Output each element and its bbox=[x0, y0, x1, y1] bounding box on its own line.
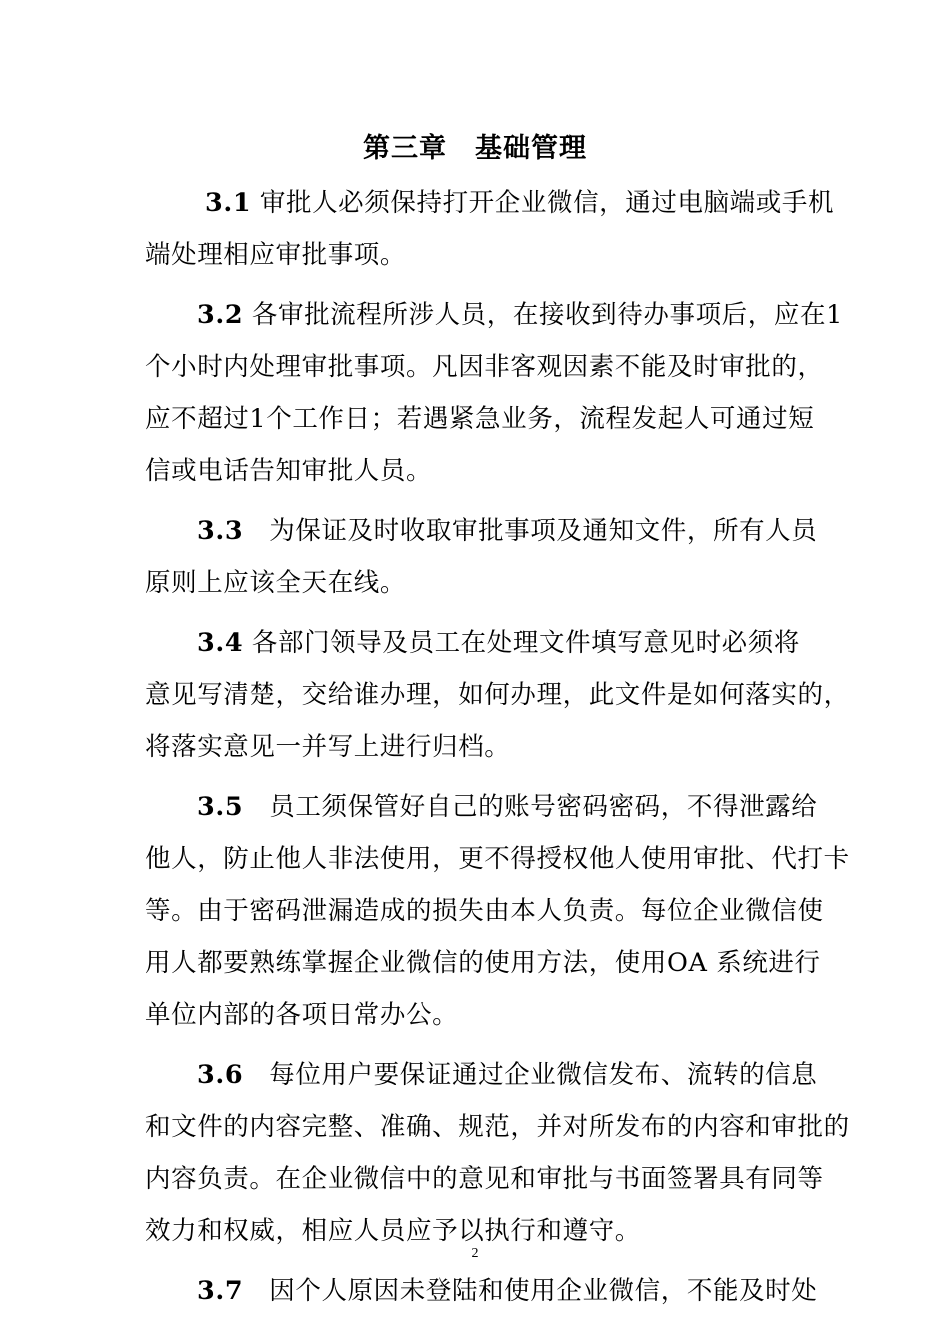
text-line bbox=[145, 617, 805, 669]
text-line bbox=[145, 557, 805, 609]
text-line bbox=[145, 505, 818, 557]
line-text: 和文件的内容完整、准确、规范，并对所发布的内容和审批的 bbox=[145, 1112, 850, 1142]
text-line bbox=[145, 885, 824, 937]
section-number: 3.6 bbox=[197, 1060, 244, 1090]
text-line bbox=[145, 989, 805, 1041]
text-line bbox=[145, 1153, 824, 1205]
text-line bbox=[145, 669, 850, 721]
body-text bbox=[145, 177, 850, 1317]
line-text: 效力和权威，相应人员应予以执行和遵守。 bbox=[145, 1216, 641, 1246]
line-text: 为保证及时收取审批事项及通知文件，所有人员 bbox=[243, 516, 818, 546]
line-text: 员工须保管好自己的账号密码密码，不得泄露给 bbox=[243, 792, 818, 822]
line-text: 将落实意见一并写上进行归档。 bbox=[145, 732, 511, 762]
text-line bbox=[145, 721, 805, 773]
text-line bbox=[145, 177, 835, 229]
section-number: 3.3 bbox=[197, 516, 244, 546]
line-text: 各部门领导及员工在处理文件填写意见时必须将 bbox=[243, 628, 800, 658]
line-text: 每位用户要保证通过企业微信发布、流转的信息 bbox=[243, 1060, 818, 1090]
section-number: 3.4 bbox=[197, 628, 244, 658]
text-line bbox=[145, 341, 824, 393]
line-text: 审批人必须保持打开企业微信，通过电脑端或手机 bbox=[251, 188, 835, 218]
line-text: 个小时内处理审批事项。凡因非客观因素不能及时审批的， bbox=[145, 352, 824, 382]
section-number: 3.1 bbox=[205, 188, 252, 218]
section-number: 3.2 bbox=[197, 300, 244, 330]
text-line bbox=[145, 1101, 850, 1153]
chapter-title: 第三章 基础管理 bbox=[363, 133, 587, 164]
line-text: 意见写清楚，交给谁办理，如何办理，此文件是如何落实的， bbox=[145, 680, 850, 710]
line-text: 因个人原因未登陆和使用企业微信，不能及时处 bbox=[243, 1276, 818, 1306]
page-number: 2 bbox=[471, 1246, 479, 1261]
line-text: 用人都要熟练掌握企业微信的使用方法，使用OA 系统进行 bbox=[145, 948, 821, 978]
line-text: 内容负责。在企业微信中的意见和审批与书面签署具有同等 bbox=[145, 1164, 824, 1194]
text-line bbox=[145, 1265, 818, 1317]
text-line bbox=[145, 781, 818, 833]
text-line bbox=[145, 445, 805, 497]
line-text: 端处理相应审批事项。 bbox=[145, 240, 407, 270]
line-text: 各审批流程所涉人员，在接收到待办事项后，应在1 bbox=[243, 300, 843, 330]
section-number: 3.7 bbox=[197, 1276, 244, 1306]
line-text: 应不超过1个工作日；若遇紧急业务，流程发起人可通过短 bbox=[145, 404, 815, 434]
text-line bbox=[145, 289, 843, 341]
line-text: 单位内部的各项日常办公。 bbox=[145, 1000, 459, 1030]
line-text: 原则上应该全天在线。 bbox=[145, 568, 407, 598]
text-line bbox=[145, 229, 805, 281]
line-text: 等。由于密码泄漏造成的损失由本人负责。每位企业微信使 bbox=[145, 896, 824, 926]
section-number: 3.5 bbox=[197, 792, 244, 822]
text-line bbox=[145, 937, 821, 989]
text-line bbox=[145, 393, 815, 445]
line-text: 信或电话告知审批人员。 bbox=[145, 456, 433, 486]
text-line bbox=[145, 1049, 818, 1101]
line-text: 他人，防止他人非法使用，更不得授权他人使用审批、代打卡 bbox=[145, 844, 850, 874]
text-line bbox=[145, 833, 850, 885]
